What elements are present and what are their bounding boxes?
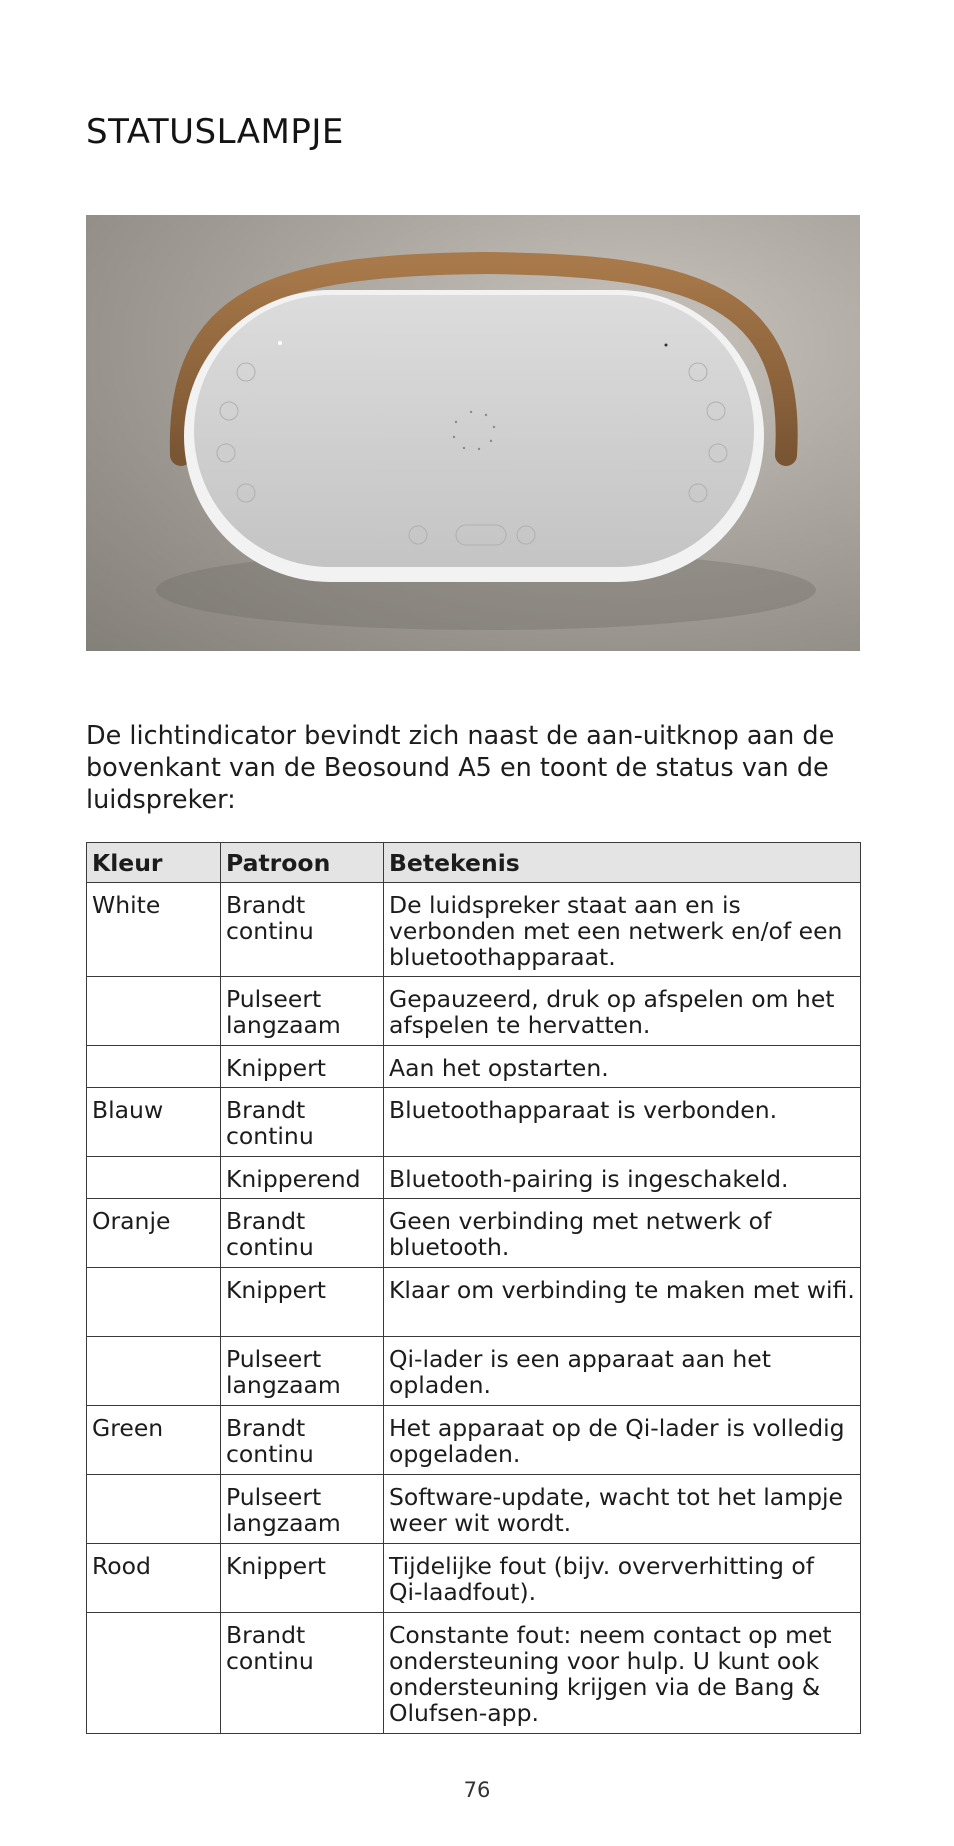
cell-pattern: Pulseert langzaam (221, 1475, 384, 1544)
cell-pattern: Pulseert langzaam (221, 977, 384, 1046)
cell-meaning: Constante fout: neem contact op met ondersteuning voor hulp. U kunt ook ondersteuning krijgen via de Bang & Olufsen-app. (384, 1613, 861, 1734)
speaker-photo (86, 215, 860, 651)
cell-color (87, 977, 221, 1046)
table-row (87, 1268, 861, 1337)
cell-pattern: Knippert (221, 1544, 384, 1613)
cell-meaning: Software-update, wacht tot het lampje weer wit wordt. (384, 1475, 861, 1544)
cell-meaning: Aan het opstarten. (384, 1046, 861, 1088)
cell-pattern: Brandt continu (221, 1406, 384, 1475)
cell-color (87, 1157, 221, 1199)
table-header-row (87, 843, 861, 883)
page-number: 76 (463, 1778, 491, 1802)
cell-pattern: Knippert (221, 1268, 384, 1337)
table-row (87, 1088, 861, 1157)
cell-pattern: Brandt continu (221, 883, 384, 977)
cell-meaning: Tijdelijke fout (bijv. oververhitting of Qi-laadfout). (384, 1544, 861, 1613)
cell-meaning: Het apparaat op de Qi-lader is volledig opgeladen. (384, 1406, 861, 1475)
table-row (87, 1199, 861, 1268)
table-row (87, 883, 861, 977)
table-row (87, 1337, 861, 1406)
cell-meaning: Bluetoothapparaat is verbonden. (384, 1088, 861, 1157)
table-row (87, 1613, 861, 1734)
header-patroon: Patroon (221, 843, 384, 883)
cell-color: Rood (87, 1544, 221, 1613)
cell-meaning: Gepauzeerd, druk op afspelen om het afspelen te hervatten. (384, 977, 861, 1046)
cell-meaning: Bluetooth-pairing is ingeschakeld. (384, 1157, 861, 1199)
page-title: STATUSLAMPJE (86, 112, 344, 152)
table-row (87, 1475, 861, 1544)
status-light-table (86, 842, 861, 1734)
table-row (87, 977, 861, 1046)
cell-color: Green (87, 1406, 221, 1475)
cell-color: Blauw (87, 1088, 221, 1157)
cell-color (87, 1337, 221, 1406)
cell-pattern: Knippert (221, 1046, 384, 1088)
cell-color (87, 1475, 221, 1544)
table-row (87, 1544, 861, 1613)
cell-color (87, 1613, 221, 1734)
header-kleur: Kleur (87, 843, 221, 883)
cell-meaning: Geen verbinding met netwerk of bluetooth. (384, 1199, 861, 1268)
cell-meaning: Qi-lader is een apparaat aan het opladen. (384, 1337, 861, 1406)
cell-pattern: Knipperend (221, 1157, 384, 1199)
cell-pattern: Brandt continu (221, 1199, 384, 1268)
cell-pattern: Pulseert langzaam (221, 1337, 384, 1406)
cell-color (87, 1268, 221, 1337)
header-betekenis: Betekenis (384, 843, 861, 883)
table-row (87, 1157, 861, 1199)
cell-color (87, 1046, 221, 1088)
cell-color: White (87, 883, 221, 977)
cell-meaning: Klaar om verbinding te maken met wifi. (384, 1268, 861, 1337)
table-row (87, 1046, 861, 1088)
cell-pattern: Brandt continu (221, 1088, 384, 1157)
table-row (87, 1406, 861, 1475)
cell-color: Oranje (87, 1199, 221, 1268)
cell-meaning: De luidspreker staat aan en is verbonden met een netwerk en/of een bluetoothapparaat. (384, 883, 861, 977)
cell-pattern: Brandt continu (221, 1613, 384, 1734)
intro-text: De lichtindicator bevindt zich naast de aan-uitknop aan de bovenkant van de Beosound A5 en toont de status van de luidspreker: (86, 721, 835, 815)
